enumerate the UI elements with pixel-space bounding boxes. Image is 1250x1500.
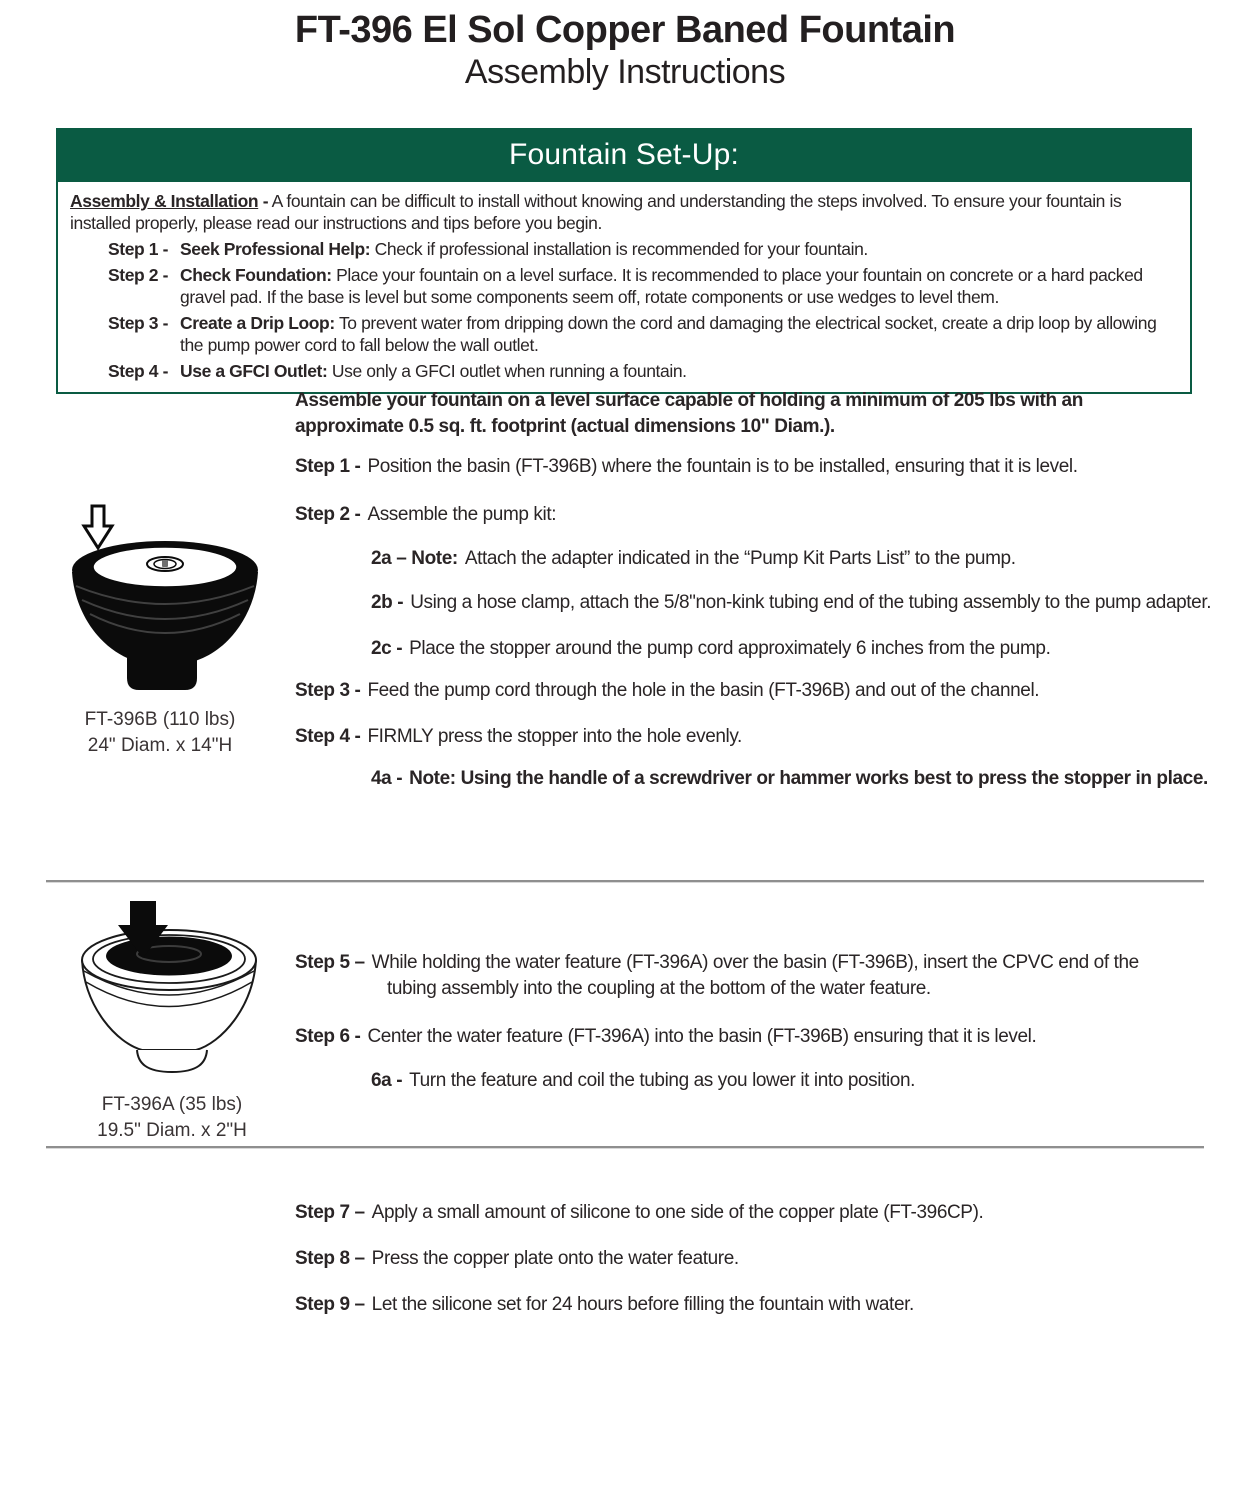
setup-step-label: Step 1 - [108,239,169,259]
assembly-step-2 [295,502,1225,528]
section-divider [46,1146,1204,1148]
assembly-step-8 [295,1246,1205,1272]
setup-step-name: Use a GFCI Outlet: [180,361,328,381]
assembly-step-2b [371,590,1225,616]
step-label: 2b - [371,592,404,613]
setup-step-4 [70,360,1180,382]
step-text: Feed the pump cord through the hole in the basin (FT-396B) and out of the channel. [367,680,1040,701]
step-label: 2a – Note: [371,548,458,569]
step-label: Step 9 – [295,1294,365,1315]
water-feature-illustration [72,893,272,1079]
step-text: Attach the adapter indicated in the “Pump Kit Parts List” to the pump. [464,548,1016,569]
down-arrow-icon [84,506,112,548]
basin-fitting-knob [162,560,168,567]
step-text: Turn the feature and coil the tubing as you lower it into position. [409,1070,916,1091]
setup-step-text: Check if professional installation is recommended for your fountain. [374,239,868,259]
feature-base [137,1050,207,1072]
step-label: Step 5 – [295,952,365,973]
assembly-step-6 [295,1024,1185,1050]
step-text: Center the water feature (FT-396A) into the basin (FT-396B) ensuring that it is level. [367,1026,1037,1047]
basin-caption-line2: 24" Diam. x 14"H [87,735,233,756]
step-text: While holding the water feature (FT-396A) over the basin (FT-396B), insert the CPVC end of the tubing assembly into the coupling at the bottom of the water feature. [371,952,1139,999]
basin-base [127,656,197,690]
setup-intro [70,190,1180,234]
setup-step-body [180,238,1180,260]
setup-step-body [180,312,1180,356]
setup-step-label: Step 3 - [108,313,169,333]
step-label: Step 3 - [295,680,361,701]
setup-step-3 [70,312,1180,356]
setup-step-text: To prevent water from dripping down the cord and damaging the electrical socket, create a drip loop by allowing the pump power cord to fall below the wall outlet. [180,313,1157,355]
assembly-section-2 [295,950,1185,1094]
assembly-step-2a [371,546,1225,572]
setup-step-2 [70,264,1180,308]
setup-step-1 [70,238,1180,260]
setup-intro-lead: Assembly & Installation [70,191,259,211]
step-label: Step 2 - [295,504,361,525]
assembly-step-4 [295,724,1225,750]
step-text: Assemble the pump kit: [367,504,557,525]
setup-step-body [180,264,1180,308]
step-label: 6a - [371,1070,403,1091]
water-feature-caption-line1: FT-396A (35 lbs) [101,1094,243,1115]
water-feature-figure [72,893,272,1144]
setup-box-header: Fountain Set-Up: [58,130,1190,182]
feature-disc [106,937,232,976]
step-label: 4a - [371,768,403,789]
step-text: Apply a small amount of silicone to one side of the copper plate (FT-396CP). [371,1202,984,1223]
setup-step-name: Create a Drip Loop: [180,313,335,333]
step-text: Place the stopper around the pump cord approximately 6 inches from the pump. [409,638,1051,659]
setup-step-label: Step 2 - [108,265,169,285]
assembly-section-3 [295,1200,1205,1318]
setup-step-text: Place your fountain on a level surface. It is recommended to place your fountain on concrete or a hard packed gravel pad. If the base is level but some components seem off, rotate components or use wedges to level them. [180,265,1143,307]
step-text: Position the basin (FT-396B) where the fountain is to be installed, ensuring that it is level. [367,456,1078,477]
step-text: Using a hose clamp, attach the 5/8"non-kink tubing end of the tubing assembly to the pump adapter. [410,592,1212,613]
water-feature-caption-line2: 19.5" Diam. x 2"H [97,1120,247,1141]
basin-caption [58,707,262,759]
basin-illustration [58,498,262,694]
basin-caption-line1: FT-396B (110 lbs) [84,709,236,730]
step-label: 2c - [371,638,403,659]
step-text: Note: Using the handle of a screwdriver or hammer works best to press the stopper in place. [409,768,1208,789]
assembly-step-4a [371,766,1225,792]
assembly-section-1 [295,388,1225,792]
assembly-step-2c [371,636,1225,662]
assembly-step-6a [371,1068,1185,1094]
setup-intro-dash: - [262,191,269,211]
setup-step-name: Check Foundation: [180,265,332,285]
assembly-step-7 [295,1200,1205,1226]
step-label: Step 6 - [295,1026,361,1047]
assembly-step-1 [295,454,1225,480]
step-text: FIRMLY press the stopper into the hole evenly. [367,726,742,747]
step-text: Let the silicone set for 24 hours before filling the fountain with water. [371,1294,914,1315]
document-header [0,8,1250,92]
setup-step-text: Use only a GFCI outlet when running a fountain. [331,361,687,381]
setup-box [56,128,1192,394]
water-feature-caption [72,1092,272,1144]
assembly-step-5 [295,950,1185,1002]
step-label: Step 7 – [295,1202,365,1223]
setup-step-name: Seek Professional Help: [180,239,371,259]
assembly-step-3 [295,678,1225,704]
step-label: Step 1 - [295,456,361,477]
page-subtitle: Assembly Instructions [464,53,786,91]
step-label: Step 4 - [295,726,361,747]
surface-note: Assemble your fountain on a level surface capable of holding a minimum of 205 lbs with an approximate 0.5 sq. ft. footprint (actual dimensions 10" Diam.). [295,390,1083,437]
step-label: Step 8 – [295,1248,365,1269]
setup-intro-text: A fountain can be difficult to install without knowing and understanding the steps involved. To ensure your fountain is installed properly, please read our instructions and tips before you begin. [70,191,1122,233]
setup-step-label: Step 4 - [108,361,169,381]
section-divider [46,880,1204,882]
basin-figure [58,498,262,759]
setup-box-content [58,182,1190,392]
setup-step-body [180,360,1180,382]
step-text: Press the copper plate onto the water feature. [371,1248,739,1269]
page-title: FT-396 El Sol Copper Baned Fountain [294,9,956,51]
assembly-step-9 [295,1292,1205,1318]
